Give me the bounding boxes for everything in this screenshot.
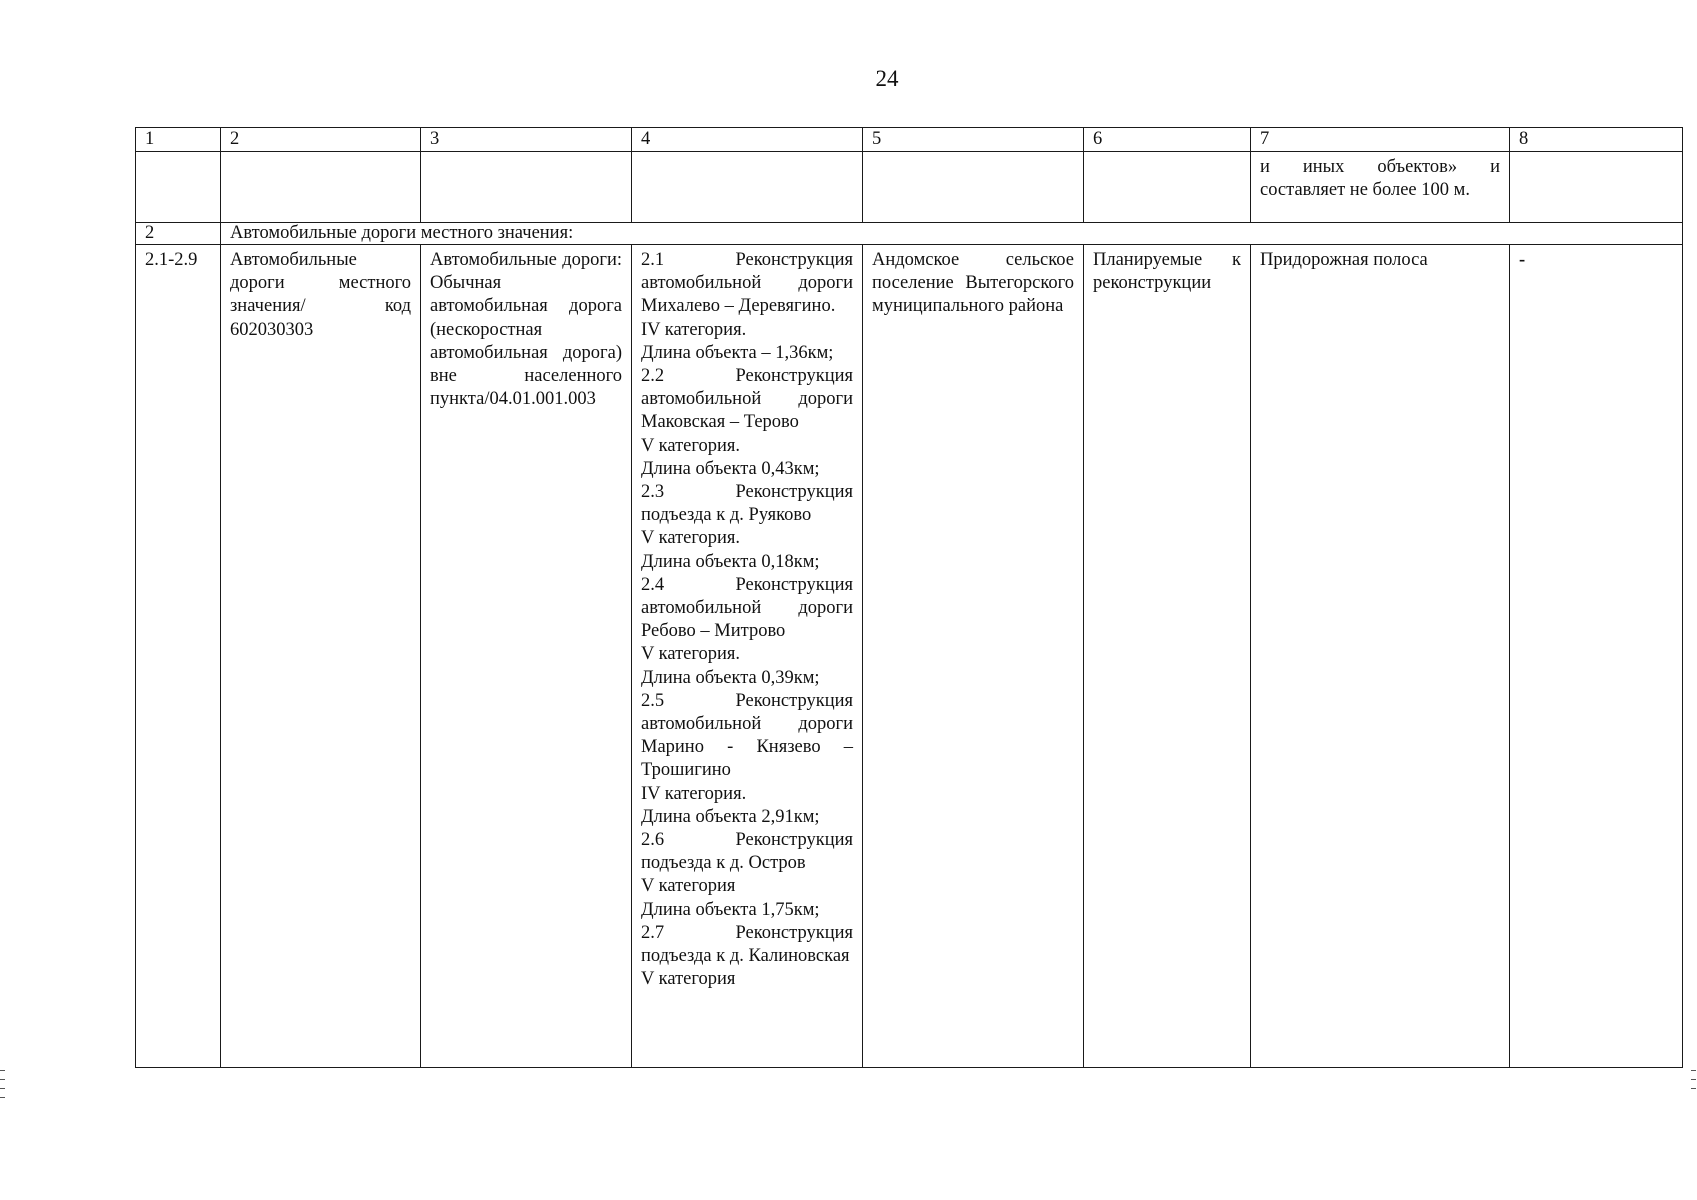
scan-mark (0, 1097, 5, 1098)
list-item: Длина объекта – 1,36км; (641, 342, 834, 363)
column-number: 7 (1251, 128, 1510, 152)
table-cell (632, 152, 863, 223)
table-cell (863, 152, 1084, 223)
list-item: Длина объекта 0,43км; (641, 458, 820, 479)
list-item: 2.5 Реконструкция автомобильной дороги Марино - Князево – Трошигино (641, 690, 853, 781)
list-item: Длина объекта 1,75км; (641, 899, 820, 920)
column-number: 5 (863, 128, 1084, 152)
object-kind-cell: Автомобильные дороги: Обычная автомобильная дорога (нескоростная автомобильная дорога) вне населенного пункта/04.01.001.003 (421, 245, 632, 1068)
list-item: V категория. (641, 528, 741, 549)
location-cell: Андомское сельское поселение Вытегорского муниципального района (863, 245, 1084, 1068)
scan-mark (0, 1079, 5, 1080)
column-number: 2 (221, 128, 421, 152)
col8-cell: - (1510, 245, 1683, 1068)
list-item: Длина объекта 2,91км; (641, 806, 820, 827)
list-item: V категория. (641, 435, 741, 456)
list-item: Длина объекта 0,39км; (641, 667, 820, 688)
table-cell (421, 152, 632, 223)
status-cell: Планируемые к реконструкции (1084, 245, 1251, 1068)
page-number: 24 (875, 66, 899, 91)
list-item: 2.4 Реконструкция автомобильной дороги Ребово – Митрово (641, 574, 853, 642)
table-cell (1510, 152, 1683, 223)
column-number: 1 (136, 128, 221, 152)
list-item: 2.3 Реконструкция подъезда к д. Руяково (641, 482, 853, 526)
section-row (136, 223, 1683, 245)
column-number: 8 (1510, 128, 1683, 152)
list-item: 2.1 Реконструкция автомобильной дороги Михалево – Деревягино. (641, 250, 853, 317)
column-number: 4 (632, 128, 863, 152)
column-number: 3 (421, 128, 632, 152)
section-number: 2 (136, 223, 221, 245)
list-item: V категория (641, 969, 736, 990)
table-row (136, 245, 1683, 1068)
section-title: Автомобильные дороги местного значения: (221, 223, 1683, 245)
scan-mark (1691, 1088, 1696, 1089)
scan-mark (1691, 1070, 1696, 1071)
list-item: 2.6 Реконструкция подъезда к д. Остров (641, 830, 853, 874)
list-item: IV категория. (641, 319, 747, 340)
list-item: Длина объекта 0,18км; (641, 551, 820, 572)
column-number-row (136, 128, 1683, 152)
list-item: V категория. (641, 644, 741, 665)
list-item: IV категория. (641, 783, 747, 804)
scan-mark (1691, 1079, 1696, 1080)
table-cell (136, 152, 221, 223)
column-number: 6 (1084, 128, 1251, 152)
scan-mark (0, 1088, 5, 1089)
table-cell (221, 152, 421, 223)
object-type-cell: Автомобильные дороги местного значения/ код 602030303 (221, 245, 421, 1068)
list-item: 2.2 Реконструкция автомобильной дороги Маковская – Терово (641, 366, 853, 433)
document-table (135, 127, 1683, 1068)
continuation-text: и иных объектов» и составляет не более 100 м. (1251, 152, 1510, 223)
zone-cell: Придорожная полоса (1251, 245, 1510, 1068)
row-number: 2.1-2.9 (136, 245, 221, 1068)
list-item: 2.7 Реконструкция подъезда к д. Калиновская (641, 922, 853, 967)
object-items-cell (632, 245, 863, 1068)
continuation-row (136, 152, 1683, 223)
table-cell (1084, 152, 1251, 223)
list-item: V категория (641, 876, 736, 897)
scan-mark (0, 1070, 5, 1071)
